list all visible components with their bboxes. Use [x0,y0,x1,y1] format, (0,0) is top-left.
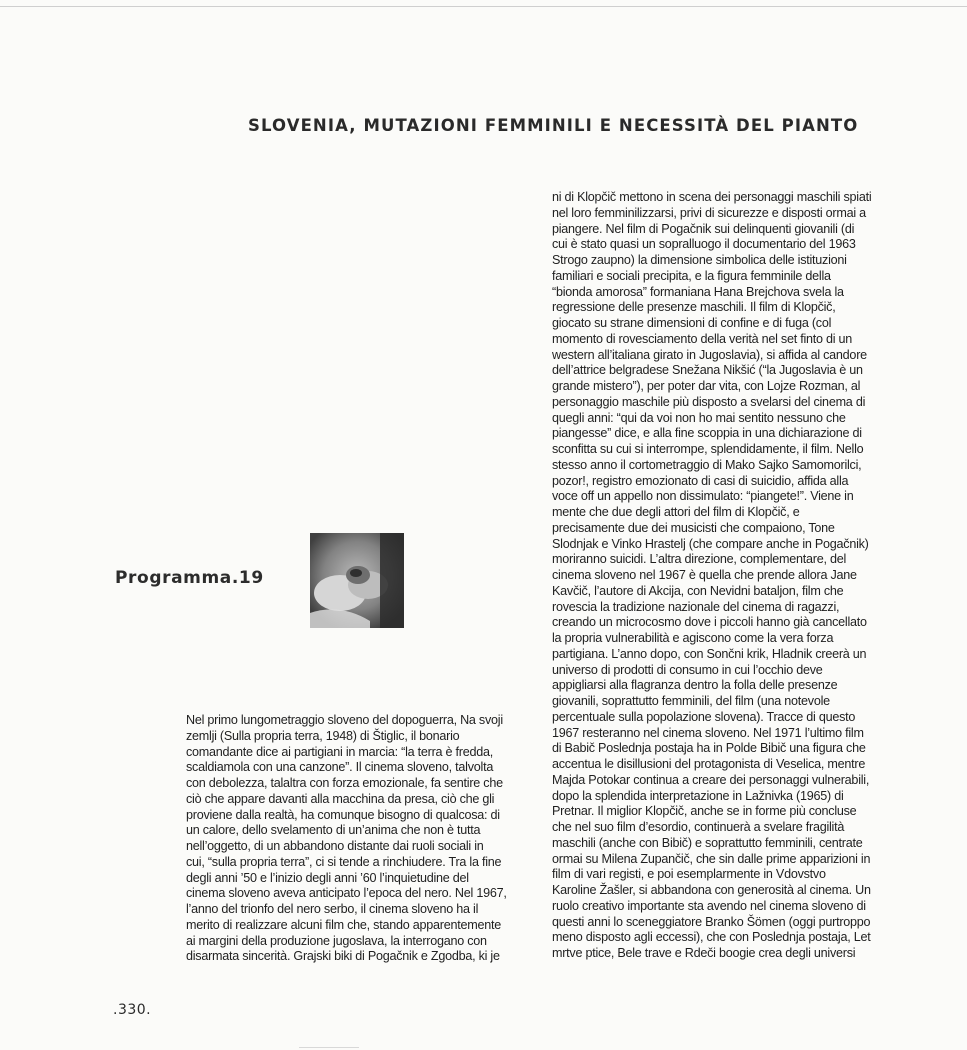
text-line: piangesse” dice, e alla fine scoppia in una dichiarazione di [552,426,862,441]
text-line: Majda Potokar continua a creare dei personaggi vulnerabili, [552,772,870,787]
text-line: giovanili, soprattutto femminili, del film (una notevole [552,694,830,708]
page-title: SLOVENIA, MUTAZIONI FEMMINILI E NECESSITÀ DEL PIANTO [248,116,859,135]
text-line: un calore, dello svelamento di un’anima che non è tutta [186,823,481,838]
text-line: universo di prodotti di consumo in cui l’occhio deve [552,662,823,677]
text-line: cinema sloveno aveva anticipato l’epoca del nero. Nel 1967, [186,886,507,901]
section-label: Programma.19 [115,568,264,588]
text-line: appigliarsi alla flagranza dentro la folla delle presenze [552,678,838,693]
text-line: ciò che appare davanti alla macchina da presa, ciò che gli [186,791,495,806]
text-line: familiari e sociali precipita, e la figura femminile della [552,268,831,283]
text-line: che nel suo film d’esordio, continuerà a svelare fragilità [552,820,845,834]
text-line: nell’oggetto, di un abbandono distante dai ruoli sociali in [186,839,484,853]
text-line: ni di Klopčič mettono in scena dei personaggi maschili spiati [552,190,872,204]
text-line: 1967 resteranno nel cinema sloveno. Nel 1971 l’ultimo film [552,725,864,740]
text-line: quegli anni: “qui da voi non ho mai sentito nessuno che [552,410,846,425]
text-line: partigiana. L’anno dopo, con Sončni krik, Hladnik creerà un [552,646,867,661]
text-line: ai margini della produzione jugoslava, la interrogano con [186,933,487,948]
text-line: moriranno suicidi. L’altra direzione, complementare, del [552,552,846,567]
hands-photo-icon [310,533,404,628]
text-line: Strogo zaupno) la dimensione simbolica delle istituzioni [552,253,847,267]
text-line: momento di rovesciamento della verità nel set finto di un [552,331,853,346]
text-line: accentua le disillusioni del protagonista di Veselica, mentre [552,757,866,771]
text-line: personaggio maschile più disposto a svelarsi del cinema di [552,394,866,409]
text-line: degli anni ’50 e l’inizio degli anni ’60 l’inquietudine del [186,870,469,885]
text-line: disarmata sincerità. Grajski biki di Pogačnik e Zgodba, ki je [186,949,500,964]
text-line: di Babič Poslednja postaja ha in Polde Bibič una figura che [552,741,866,756]
text-line: questi anni lo sceneggiatore Branko Šömen (oggi purtroppo [552,914,871,929]
top-rule [0,6,967,7]
text-line: nel loro femminilizzarsi, privi di sicurezze e disposti ormai a [552,205,866,220]
text-line: l’anno del trionfo del nero serbo, il cinema sloveno ha il [186,902,479,916]
text-line: grande mistero”), per poter dar vita, con Lojze Rozman, al [552,379,861,393]
text-line: regressione delle presenze maschili. Il film di Klopčič, [552,300,836,315]
text-line: con debolezza, talaltra con forza emozionale, fa sentire che [186,776,503,790]
text-line: ruolo creativo importante sta avendo nel cinema sloveno di [552,898,866,913]
text-line: meno disposto agli eccessi), che con Poslednja postaja, Let [552,930,871,945]
text-line: la propria vulnerabilità e agiscono come la vera forza [552,631,834,645]
text-line: dopo la splendida interpretazione in Lažnivka (1965) di [552,788,844,803]
left-text-column [186,713,508,965]
text-line: scaldiamola con una canzone”. Il cinema sloveno, talvolta [186,760,494,775]
text-line: Slodnjak e Vinko Hrastelj (che compare anche in Pogačnik) [552,536,869,551]
page-number: .330. [113,1002,152,1018]
text-line: cinema sloveno nel 1967 è quella che prende allora Jane [552,568,857,582]
text-line: dell’attrice belgradese Snežana Nikšić (“la Jugoslavia è un [552,363,863,378]
text-line: sconfitta su cui si interrompe, splendidamente, il film. Nello [552,442,864,456]
text-line: cui, “sulla propria terra”, ci si tende a rinchiudere. Tra la fine [186,854,502,869]
text-line: western all’italiana girato in Jugoslavia), si affida al candore [552,347,867,362]
text-line: Nel primo lungometraggio sloveno del dopoguerra, Na svoji [186,713,503,727]
bottom-rule [299,1047,359,1048]
text-line: Kavčič, l’autore di Akcija, con Nevidni bataljon, film che [552,583,844,598]
text-line: comandante dice ai partigiani in marcia: “la terra è fredda, [186,744,494,759]
text-line: cui è stato quasi un sopralluogo il documentario del 1963 [552,237,856,252]
right-text-column [552,190,870,962]
text-line: pozor!, registro emozionato di casi di suicidio, affida alla [552,473,849,488]
right-paragraph [552,190,870,962]
text-line: film di vari registi, e poi esemplarmente in Vdovstvo [552,867,826,882]
text-line: merito di realizzare alcuni film che, stando apparentemente [186,917,501,932]
text-line: mente che due degli attori del film di Klopčič, e [552,505,800,519]
text-line: Karoline Žašler, si abbandona con generosità al cinema. Un [552,883,871,897]
text-line: mrtve ptice, Bele trave e Rdeči boogie crea degli universi [552,946,856,960]
text-line: ormai su Milena Zupančič, che sin dalle prime apparizioni in [552,851,871,866]
text-line: creando un microcosmo dove i piccoli hanno già cancellato [552,615,867,630]
text-line: “bionda amorosa” formaniana Hana Brejchova svela la [552,284,844,299]
left-paragraph [186,713,508,965]
text-line: precisamente due dei musicisti che compaiono, Tone [552,520,835,535]
text-line: stesso anno il cortometraggio di Mako Sajko Samomorilci, [552,457,862,472]
text-line: giocato su strane dimensioni di confine e di fuga (col [552,316,832,330]
text-line: proviene dalla realtà, ha comunque bisogno di qualcosa: di [186,807,500,822]
text-line: piangere. Nel film di Pogačnik sui delinquenti giovanili (di [552,221,855,236]
text-line: maschili (anche con Bibič) e soprattutto femminili, centrate [552,835,863,850]
text-line: Pretnar. Il miglior Klopčič, anche se in forme più concluse [552,804,857,819]
text-line: rovescia la tradizione nazionale del cinema di ragazzi, [552,599,840,614]
text-line: voce off un appello non dissimulato: “piangete!”. Viene in [552,489,854,504]
film-still-photo [310,533,404,628]
text-line: zemlji (Sulla propria terra, 1948) di Štiglic, il bonario [186,728,460,743]
text-line: percentuale sulla popolazione slovena). Tracce di questo [552,709,856,724]
